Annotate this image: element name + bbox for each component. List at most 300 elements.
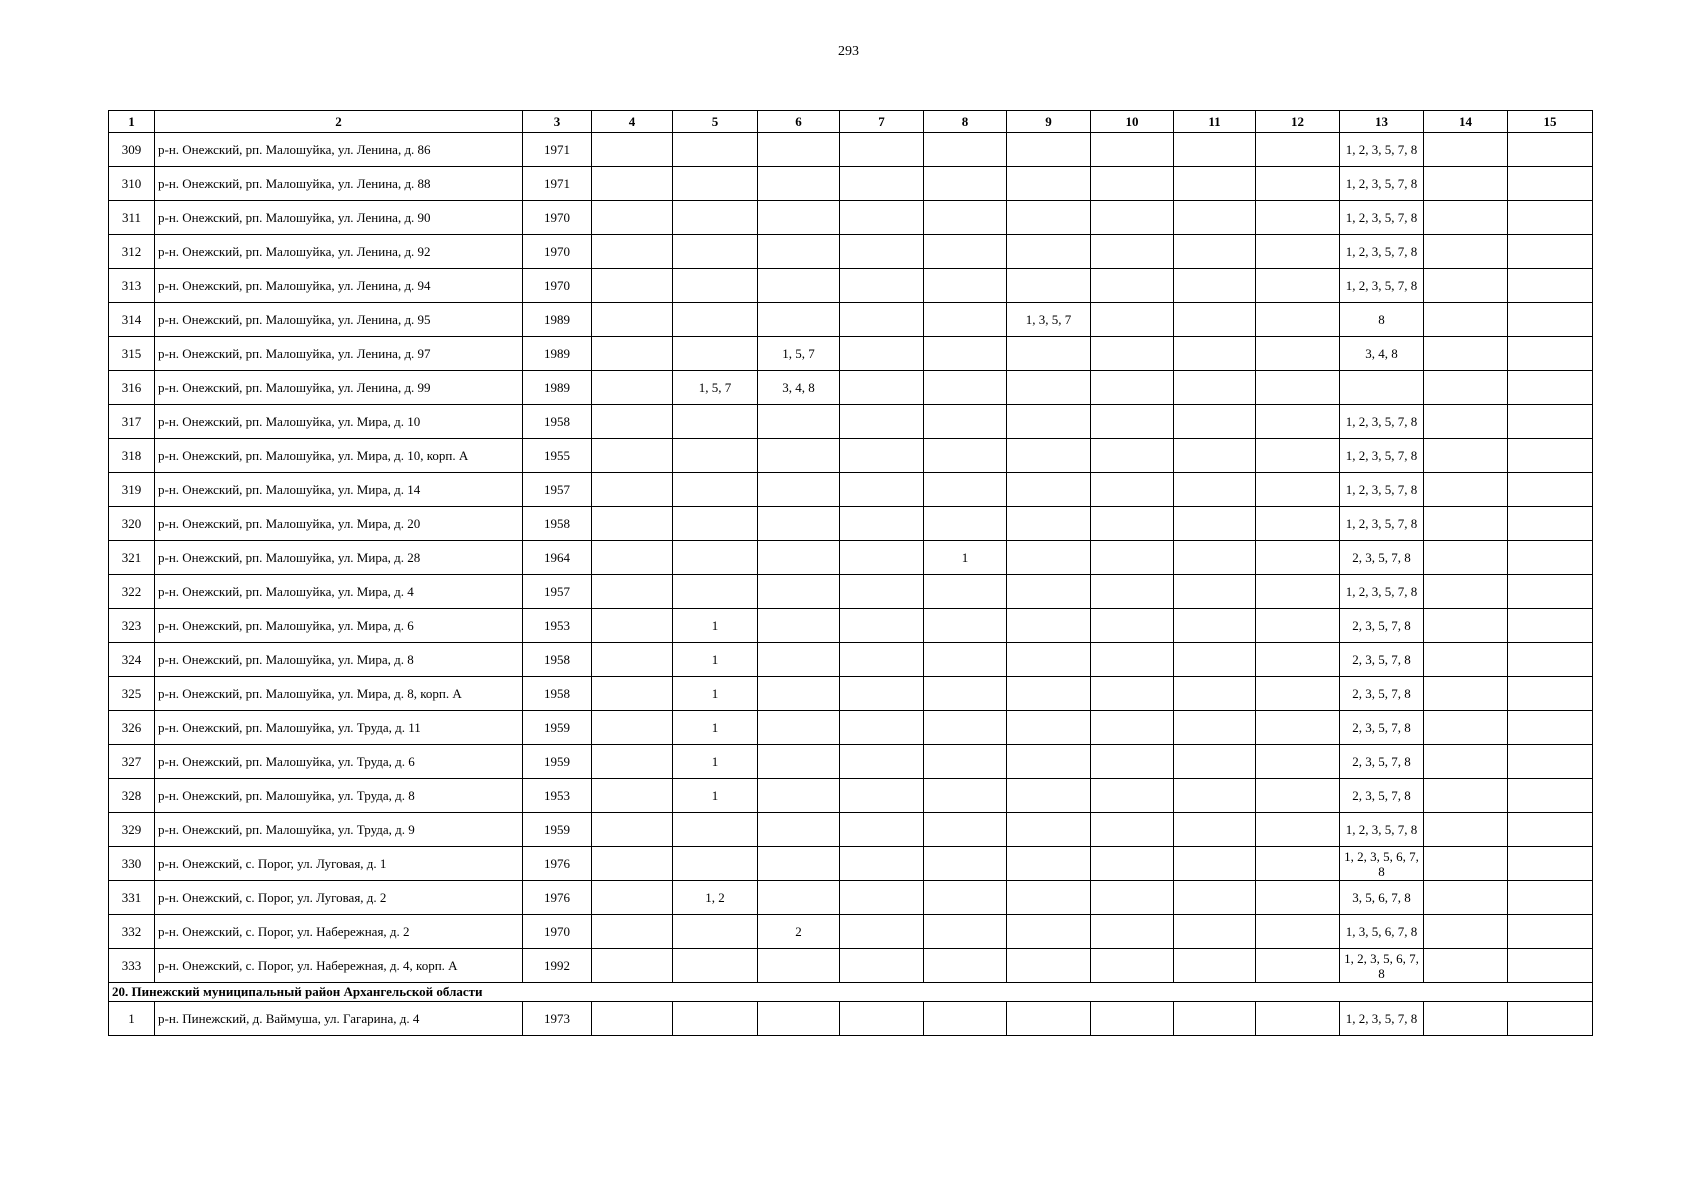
cell-empty xyxy=(1508,677,1593,711)
cell-c6 xyxy=(758,507,840,541)
cell-number: 326 xyxy=(109,711,155,745)
cell-c13: 3, 4, 8 xyxy=(1340,337,1424,371)
cell-c5 xyxy=(673,541,758,575)
cell-c13: 1, 2, 3, 5, 7, 8 xyxy=(1340,439,1424,473)
cell-year: 1958 xyxy=(523,405,592,439)
table-body xyxy=(109,133,1593,1036)
cell-c13: 2, 3, 5, 7, 8 xyxy=(1340,541,1424,575)
cell-year: 1989 xyxy=(523,371,592,405)
cell-empty xyxy=(592,405,673,439)
cell-c13: 1, 2, 3, 5, 7, 8 xyxy=(1340,235,1424,269)
cell-address: р-н. Онежский, с. Порог, ул. Луговая, д. 2 xyxy=(155,881,523,915)
table-row xyxy=(109,371,1593,405)
cell-empty xyxy=(1256,711,1340,745)
cell-empty xyxy=(592,201,673,235)
cell-number: 318 xyxy=(109,439,155,473)
cell-c9 xyxy=(1007,949,1091,983)
cell-empty xyxy=(1508,847,1593,881)
table-row xyxy=(109,337,1593,371)
cell-year: 1957 xyxy=(523,575,592,609)
cell-empty xyxy=(1256,133,1340,167)
cell-address: р-н. Онежский, рп. Малошуйка, ул. Ленина, д. 97 xyxy=(155,337,523,371)
cell-empty xyxy=(1091,439,1174,473)
cell-empty xyxy=(592,609,673,643)
cell-address: р-н. Онежский, с. Порог, ул. Набережная, д. 2 xyxy=(155,915,523,949)
column-header-13: 13 xyxy=(1340,111,1424,133)
cell-address: р-н. Онежский, с. Порог, ул. Луговая, д. 1 xyxy=(155,847,523,881)
cell-empty xyxy=(1424,473,1508,507)
column-header-6: 6 xyxy=(758,111,840,133)
table-row xyxy=(109,949,1593,983)
cell-empty xyxy=(1508,235,1593,269)
cell-empty xyxy=(1256,473,1340,507)
cell-year: 1958 xyxy=(523,677,592,711)
cell-number: 319 xyxy=(109,473,155,507)
cell-c13: 1, 2, 3, 5, 7, 8 xyxy=(1340,1002,1424,1036)
cell-c8 xyxy=(924,269,1007,303)
cell-empty xyxy=(1174,167,1256,201)
cell-c8 xyxy=(924,167,1007,201)
table-row xyxy=(109,541,1593,575)
cell-address: р-н. Онежский, рп. Малошуйка, ул. Ленина, д. 88 xyxy=(155,167,523,201)
cell-empty xyxy=(1508,915,1593,949)
cell-empty xyxy=(1508,337,1593,371)
cell-empty xyxy=(1174,847,1256,881)
column-header-14: 14 xyxy=(1424,111,1508,133)
cell-empty xyxy=(592,269,673,303)
cell-year: 1976 xyxy=(523,847,592,881)
cell-c6 xyxy=(758,541,840,575)
cell-empty xyxy=(1508,167,1593,201)
cell-c6 xyxy=(758,439,840,473)
cell-c5 xyxy=(673,167,758,201)
cell-c8 xyxy=(924,677,1007,711)
cell-empty xyxy=(592,303,673,337)
column-header-5: 5 xyxy=(673,111,758,133)
cell-empty xyxy=(1174,1002,1256,1036)
cell-c9 xyxy=(1007,507,1091,541)
cell-c5 xyxy=(673,303,758,337)
cell-empty xyxy=(1508,609,1593,643)
cell-number: 315 xyxy=(109,337,155,371)
cell-c6 xyxy=(758,677,840,711)
column-header-1: 1 xyxy=(109,111,155,133)
cell-number: 309 xyxy=(109,133,155,167)
cell-address: р-н. Онежский, рп. Малошуйка, ул. Ленина, д. 99 xyxy=(155,371,523,405)
cell-empty xyxy=(1508,711,1593,745)
cell-address: р-н. Онежский, рп. Малошуйка, ул. Мира, д. 10, корп. А xyxy=(155,439,523,473)
cell-empty xyxy=(1256,949,1340,983)
cell-empty xyxy=(1508,269,1593,303)
cell-empty xyxy=(1424,405,1508,439)
cell-empty xyxy=(1508,643,1593,677)
table-row xyxy=(109,813,1593,847)
cell-empty xyxy=(1508,371,1593,405)
cell-c5: 1 xyxy=(673,745,758,779)
cell-empty xyxy=(1091,167,1174,201)
cell-c5 xyxy=(673,813,758,847)
table-row xyxy=(109,235,1593,269)
cell-c13: 2, 3, 5, 7, 8 xyxy=(1340,677,1424,711)
cell-c9: 1, 3, 5, 7 xyxy=(1007,303,1091,337)
cell-c8 xyxy=(924,847,1007,881)
cell-c5 xyxy=(673,269,758,303)
table-row xyxy=(109,201,1593,235)
cell-c5 xyxy=(673,235,758,269)
table-row xyxy=(109,745,1593,779)
cell-year: 1953 xyxy=(523,609,592,643)
cell-number: 320 xyxy=(109,507,155,541)
cell-empty xyxy=(1174,575,1256,609)
cell-empty xyxy=(1091,745,1174,779)
housing-registry-table xyxy=(108,110,1593,1036)
cell-c8 xyxy=(924,813,1007,847)
cell-empty xyxy=(1174,371,1256,405)
cell-number: 1 xyxy=(109,1002,155,1036)
cell-c13: 2, 3, 5, 7, 8 xyxy=(1340,609,1424,643)
cell-address: р-н. Онежский, рп. Малошуйка, ул. Ленина, д. 92 xyxy=(155,235,523,269)
cell-empty xyxy=(1256,507,1340,541)
cell-empty xyxy=(592,235,673,269)
cell-empty xyxy=(1256,337,1340,371)
cell-empty xyxy=(1091,779,1174,813)
column-header-4: 4 xyxy=(592,111,673,133)
cell-empty xyxy=(1256,575,1340,609)
cell-empty xyxy=(840,541,924,575)
cell-c6 xyxy=(758,643,840,677)
cell-c6 xyxy=(758,405,840,439)
cell-empty xyxy=(1256,303,1340,337)
cell-empty xyxy=(1256,405,1340,439)
cell-address: р-н. Онежский, рп. Малошуйка, ул. Ленина, д. 94 xyxy=(155,269,523,303)
section-header-row xyxy=(109,983,1593,1002)
cell-empty xyxy=(1174,269,1256,303)
cell-c6 xyxy=(758,167,840,201)
cell-c6 xyxy=(758,133,840,167)
cell-empty xyxy=(1091,201,1174,235)
cell-address: р-н. Онежский, рп. Малошуйка, ул. Ленина, д. 90 xyxy=(155,201,523,235)
cell-empty xyxy=(1174,677,1256,711)
cell-empty xyxy=(840,507,924,541)
cell-c13: 1, 2, 3, 5, 7, 8 xyxy=(1340,473,1424,507)
cell-c13: 1, 2, 3, 5, 7, 8 xyxy=(1340,269,1424,303)
cell-empty xyxy=(1091,473,1174,507)
cell-c5: 1 xyxy=(673,779,758,813)
cell-number: 327 xyxy=(109,745,155,779)
cell-c8 xyxy=(924,949,1007,983)
cell-c6 xyxy=(758,1002,840,1036)
cell-empty xyxy=(840,235,924,269)
cell-empty xyxy=(592,949,673,983)
table-row xyxy=(109,779,1593,813)
cell-address: р-н. Онежский, с. Порог, ул. Набережная, д. 4, корп. А xyxy=(155,949,523,983)
cell-empty xyxy=(592,711,673,745)
cell-number: 325 xyxy=(109,677,155,711)
cell-year: 1989 xyxy=(523,303,592,337)
cell-empty xyxy=(1174,473,1256,507)
table-row xyxy=(109,1002,1593,1036)
page-number: 293 xyxy=(838,44,859,59)
cell-empty xyxy=(1424,201,1508,235)
cell-empty xyxy=(1256,813,1340,847)
cell-empty xyxy=(1174,813,1256,847)
cell-empty xyxy=(1174,949,1256,983)
cell-empty xyxy=(840,133,924,167)
cell-c6 xyxy=(758,575,840,609)
cell-empty xyxy=(1256,235,1340,269)
cell-c13: 2, 3, 5, 7, 8 xyxy=(1340,711,1424,745)
cell-empty xyxy=(1508,881,1593,915)
cell-c13: 1, 2, 3, 5, 7, 8 xyxy=(1340,575,1424,609)
cell-empty xyxy=(1091,813,1174,847)
table-row xyxy=(109,847,1593,881)
cell-empty xyxy=(840,779,924,813)
cell-c13: 1, 2, 3, 5, 6, 7, 8 xyxy=(1340,949,1424,983)
cell-c6 xyxy=(758,949,840,983)
cell-address: р-н. Онежский, рп. Малошуйка, ул. Мира, д. 6 xyxy=(155,609,523,643)
cell-number: 332 xyxy=(109,915,155,949)
cell-empty xyxy=(840,1002,924,1036)
cell-year: 1958 xyxy=(523,507,592,541)
cell-empty xyxy=(1091,677,1174,711)
cell-empty xyxy=(592,371,673,405)
section-title: 20. Пинежский муниципальный район Архангельской области xyxy=(109,983,1593,1002)
cell-empty xyxy=(1091,915,1174,949)
cell-c8 xyxy=(924,303,1007,337)
cell-empty xyxy=(1424,541,1508,575)
cell-empty xyxy=(840,201,924,235)
cell-empty xyxy=(592,779,673,813)
cell-empty xyxy=(1508,439,1593,473)
cell-year: 1953 xyxy=(523,779,592,813)
column-header-8: 8 xyxy=(924,111,1007,133)
cell-empty xyxy=(1091,235,1174,269)
cell-year: 1970 xyxy=(523,235,592,269)
cell-c5: 1, 2 xyxy=(673,881,758,915)
table-row xyxy=(109,167,1593,201)
cell-empty xyxy=(1256,915,1340,949)
cell-c9 xyxy=(1007,609,1091,643)
cell-c8 xyxy=(924,745,1007,779)
cell-c9 xyxy=(1007,745,1091,779)
cell-c5 xyxy=(673,405,758,439)
cell-empty xyxy=(1091,269,1174,303)
cell-c6 xyxy=(758,745,840,779)
cell-c6 xyxy=(758,711,840,745)
cell-empty xyxy=(1424,779,1508,813)
cell-c9 xyxy=(1007,779,1091,813)
header-row xyxy=(109,111,1593,133)
cell-empty xyxy=(1174,133,1256,167)
cell-empty xyxy=(592,541,673,575)
cell-c8 xyxy=(924,711,1007,745)
cell-empty xyxy=(840,303,924,337)
cell-c8 xyxy=(924,473,1007,507)
cell-c6: 3, 4, 8 xyxy=(758,371,840,405)
cell-empty xyxy=(1256,745,1340,779)
cell-c5 xyxy=(673,507,758,541)
cell-c9 xyxy=(1007,915,1091,949)
cell-empty xyxy=(1174,915,1256,949)
cell-number: 310 xyxy=(109,167,155,201)
cell-empty xyxy=(1174,439,1256,473)
cell-year: 1957 xyxy=(523,473,592,507)
cell-number: 330 xyxy=(109,847,155,881)
cell-empty xyxy=(592,813,673,847)
cell-empty xyxy=(592,507,673,541)
cell-empty xyxy=(840,473,924,507)
cell-c6 xyxy=(758,235,840,269)
cell-empty xyxy=(1256,609,1340,643)
cell-empty xyxy=(592,1002,673,1036)
cell-empty xyxy=(840,371,924,405)
cell-c5: 1, 5, 7 xyxy=(673,371,758,405)
column-header-11: 11 xyxy=(1174,111,1256,133)
cell-c9 xyxy=(1007,1002,1091,1036)
cell-empty xyxy=(592,133,673,167)
cell-empty xyxy=(1091,575,1174,609)
cell-c5: 1 xyxy=(673,643,758,677)
cell-empty xyxy=(1424,303,1508,337)
cell-number: 317 xyxy=(109,405,155,439)
cell-empty xyxy=(1256,201,1340,235)
cell-empty xyxy=(1424,575,1508,609)
cell-empty xyxy=(1256,677,1340,711)
cell-c5: 1 xyxy=(673,711,758,745)
cell-c9 xyxy=(1007,133,1091,167)
cell-year: 1971 xyxy=(523,133,592,167)
cell-empty xyxy=(592,337,673,371)
cell-c6 xyxy=(758,269,840,303)
cell-empty xyxy=(1091,337,1174,371)
cell-c13: 1, 2, 3, 5, 7, 8 xyxy=(1340,201,1424,235)
column-header-12: 12 xyxy=(1256,111,1340,133)
cell-c13: 3, 5, 6, 7, 8 xyxy=(1340,881,1424,915)
cell-c9 xyxy=(1007,711,1091,745)
cell-c6: 2 xyxy=(758,915,840,949)
cell-empty xyxy=(1424,949,1508,983)
cell-c6 xyxy=(758,813,840,847)
cell-c9 xyxy=(1007,439,1091,473)
cell-empty xyxy=(1174,745,1256,779)
cell-year: 1959 xyxy=(523,745,592,779)
cell-address: р-н. Онежский, рп. Малошуйка, ул. Ленина, д. 86 xyxy=(155,133,523,167)
cell-number: 322 xyxy=(109,575,155,609)
cell-empty xyxy=(1091,609,1174,643)
cell-c13: 1, 3, 5, 6, 7, 8 xyxy=(1340,915,1424,949)
cell-empty xyxy=(1174,235,1256,269)
cell-empty xyxy=(840,949,924,983)
cell-c8 xyxy=(924,643,1007,677)
cell-c5 xyxy=(673,1002,758,1036)
table-row xyxy=(109,303,1593,337)
table-row xyxy=(109,711,1593,745)
cell-year: 1958 xyxy=(523,643,592,677)
cell-empty xyxy=(1424,609,1508,643)
cell-empty xyxy=(1424,677,1508,711)
cell-address: р-н. Онежский, рп. Малошуйка, ул. Ленина, д. 95 xyxy=(155,303,523,337)
cell-c8 xyxy=(924,609,1007,643)
cell-address: р-н. Онежский, рп. Малошуйка, ул. Труда, д. 6 xyxy=(155,745,523,779)
cell-empty xyxy=(840,881,924,915)
cell-empty xyxy=(840,167,924,201)
cell-empty xyxy=(1091,133,1174,167)
cell-empty xyxy=(592,847,673,881)
cell-number: 316 xyxy=(109,371,155,405)
cell-empty xyxy=(1424,439,1508,473)
cell-empty xyxy=(840,439,924,473)
cell-empty xyxy=(1508,507,1593,541)
table-row xyxy=(109,881,1593,915)
cell-year: 1955 xyxy=(523,439,592,473)
cell-empty xyxy=(1424,133,1508,167)
cell-empty xyxy=(1424,711,1508,745)
table-row xyxy=(109,609,1593,643)
cell-empty xyxy=(1424,813,1508,847)
column-header-15: 15 xyxy=(1508,111,1593,133)
cell-empty xyxy=(592,167,673,201)
cell-empty xyxy=(1508,745,1593,779)
cell-c8 xyxy=(924,575,1007,609)
cell-empty xyxy=(1091,371,1174,405)
cell-empty xyxy=(1256,269,1340,303)
cell-address: р-н. Онежский, рп. Малошуйка, ул. Мира, д. 4 xyxy=(155,575,523,609)
cell-c5 xyxy=(673,847,758,881)
cell-empty xyxy=(592,473,673,507)
cell-empty xyxy=(1091,847,1174,881)
cell-address: р-н. Онежский, рп. Малошуйка, ул. Мира, д. 20 xyxy=(155,507,523,541)
cell-empty xyxy=(840,609,924,643)
cell-empty xyxy=(1091,949,1174,983)
cell-empty xyxy=(1424,337,1508,371)
cell-year: 1971 xyxy=(523,167,592,201)
table-row xyxy=(109,575,1593,609)
cell-c8 xyxy=(924,201,1007,235)
cell-address: р-н. Онежский, рп. Малошуйка, ул. Мира, д. 10 xyxy=(155,405,523,439)
cell-c9 xyxy=(1007,167,1091,201)
cell-empty xyxy=(1256,371,1340,405)
cell-empty xyxy=(1174,507,1256,541)
cell-c9 xyxy=(1007,575,1091,609)
cell-empty xyxy=(1424,1002,1508,1036)
cell-c8 xyxy=(924,337,1007,371)
cell-empty xyxy=(592,643,673,677)
cell-c5: 1 xyxy=(673,609,758,643)
cell-address: р-н. Онежский, рп. Малошуйка, ул. Труда, д. 8 xyxy=(155,779,523,813)
column-header-7: 7 xyxy=(840,111,924,133)
cell-empty xyxy=(1508,201,1593,235)
cell-empty xyxy=(1091,405,1174,439)
cell-empty xyxy=(1424,847,1508,881)
cell-empty xyxy=(1256,1002,1340,1036)
cell-number: 333 xyxy=(109,949,155,983)
cell-empty xyxy=(592,575,673,609)
table-row xyxy=(109,643,1593,677)
cell-c8 xyxy=(924,881,1007,915)
table-row xyxy=(109,473,1593,507)
table-row xyxy=(109,405,1593,439)
cell-c13: 1, 2, 3, 5, 7, 8 xyxy=(1340,507,1424,541)
table-row xyxy=(109,439,1593,473)
cell-number: 331 xyxy=(109,881,155,915)
cell-c13: 1, 2, 3, 5, 7, 8 xyxy=(1340,405,1424,439)
cell-number: 311 xyxy=(109,201,155,235)
table-row xyxy=(109,269,1593,303)
cell-empty xyxy=(840,745,924,779)
cell-empty xyxy=(1508,949,1593,983)
cell-c6 xyxy=(758,201,840,235)
cell-c5 xyxy=(673,201,758,235)
